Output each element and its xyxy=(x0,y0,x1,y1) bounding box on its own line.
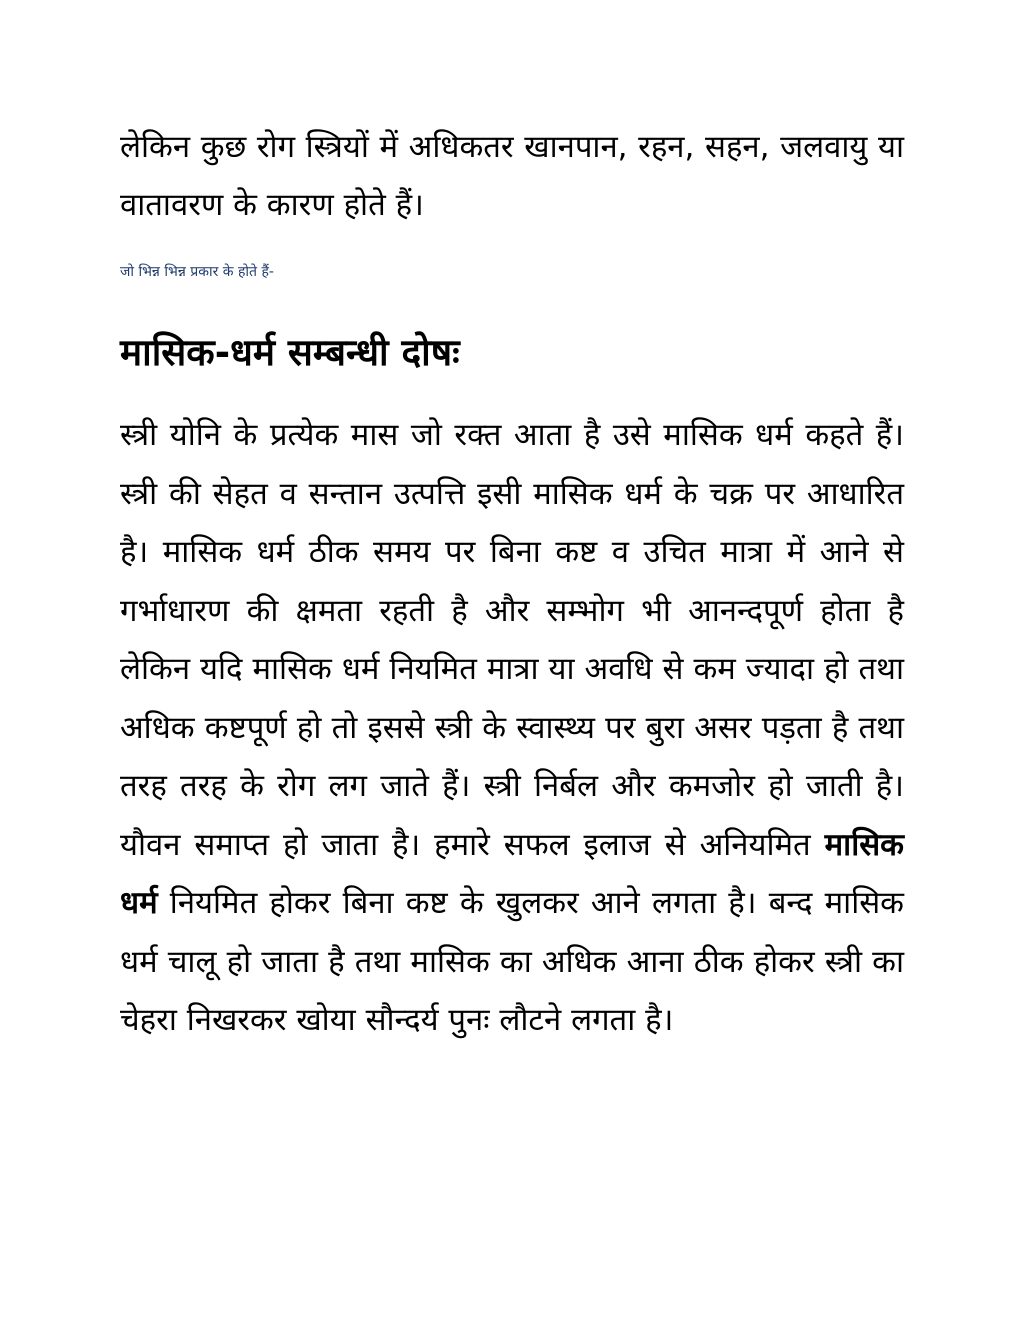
intro-paragraph: लेकिन कुछ रोग स्त्रियों में अधिकतर खानपान, रहन, सहन, जलवायु या वातावरण के कारण होते हैं। xyxy=(120,129,904,223)
small-note: जो भिन्न भिन्न प्रकार के होते हैं- xyxy=(120,264,274,280)
body-text-bold: मासिक धर्म xyxy=(120,826,904,921)
body-text-part2: नियमित होकर बिना कष्ट के खुलकर आने लगता है। बन्द मासिक धर्म चालू हो जाता है तथा मासिक का अधिक आना ठीक होकर स्त्री का चेहरा निखरकर खोया सौन्दर्य पुनः लौटने लगता है। xyxy=(120,885,904,1038)
body-text-part1: स्त्री योनि के प्रत्येक मास जो रक्त आता है उसे मासिक धर्म कहते हैं। स्त्री की सेहत व सन्तान उत्पत्ति इसी मासिक धर्म के चक्र पर आधारित है। मासिक धर्म ठीक समय पर बिना कष्ट व उचित मात्रा में आने से गर्भाधारण की क्षमता रहती है और सम्भोग भी आनन्दपूर्ण होता है लेकिन यदि मासिक धर्म नियमित मात्रा या अवधि से कम ज्यादा हो तथा अधिक कष्टपूर्ण हो तो इससे स्त्री के स्वास्थ्य पर बुरा असर पड़ता है तथा तरह तरह के रोग लग जाते हैं। स्त्री निर्बल और कमजोर हो जाती है। यौवन समाप्त हो जाता है। हमारे सफल इलाज से अनियमित xyxy=(120,417,904,863)
section-heading: मासिक-धर्म सम्बन्धी दोषः xyxy=(120,331,460,374)
body-paragraph xyxy=(120,406,904,1050)
